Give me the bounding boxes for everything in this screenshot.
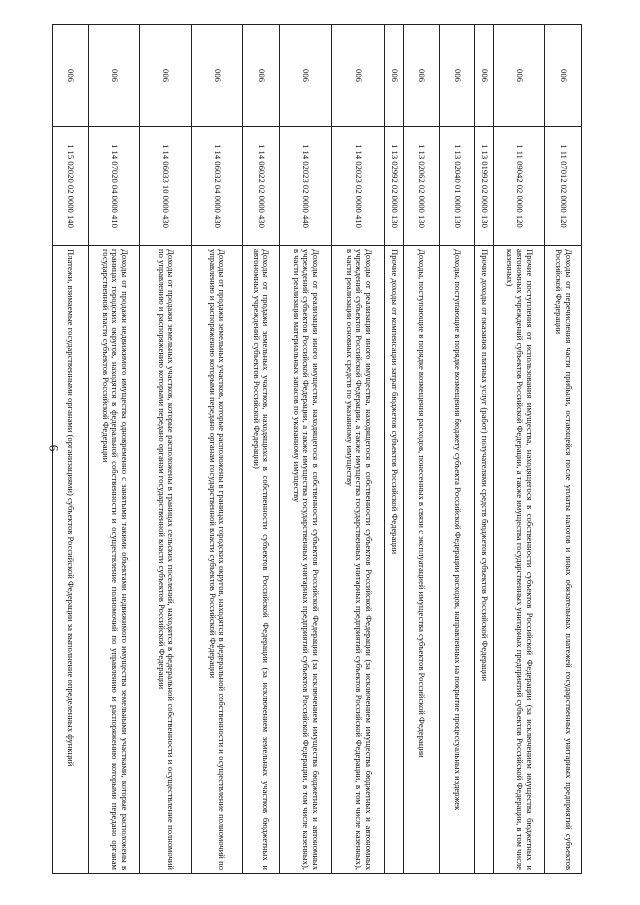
admin-code-cell: 006 <box>545 25 582 127</box>
admin-code-cell: 006 <box>52 25 89 127</box>
budget-code-cell: 1 14 02023 02 0000 410 <box>332 127 385 246</box>
admin-code-cell: 006 <box>404 25 439 127</box>
revenue-name-cell: Доходы от продажи земельных участков, которые расположены в границах городских округов, находятся в федеральной собственности и осуществление полномочий по управлению и распоряжению которыми передано органам государственной власти субъектов Российской Федерации <box>191 246 242 874</box>
revenue-name-cell: Доходы от продажи земельных участков, находящихся в собственности субъектов Российской Федерации (за исключением земельных участков бюджетных и автономных учреждений субъектов Российской Федерации) <box>242 246 279 874</box>
admin-code-cell: 006 <box>474 25 493 127</box>
table-row <box>474 25 493 874</box>
revenue-name-cell: Платежи, взимаемые государственными органами (организациями) субъектов Российской Федерации за выполнение определенных функций <box>52 246 89 874</box>
admin-code-cell: 006 <box>140 25 191 127</box>
admin-code-cell: 006 <box>494 25 545 127</box>
table-row <box>494 25 545 874</box>
admin-code-cell: 006 <box>191 25 242 127</box>
table-row <box>439 25 474 874</box>
table-row <box>385 25 404 874</box>
revenue-name-cell: Доходы от продажи земельных участков, которые расположены в границах сельских поселений, находятся в федеральной собственности и осуществление полномочий по управлению и распоряжению которыми передано органам государственной власти субъектов Российской Федерации <box>140 246 191 874</box>
table-row <box>545 25 582 874</box>
budget-code-cell: 1 13 02992 02 0000 130 <box>385 127 404 246</box>
revenue-name-cell: Прочие поступления от использования имущества, находящегося в собственности субъектов Российской Федерации (за исключением имущества бюджетных и автономных учреждений субъектов Российской Федерации, а также имущества государственных унитарных предприятий субъектов Российской Федерации, в том числе казенных) <box>494 246 545 874</box>
budget-code-cell: 1 14 02023 02 0000 440 <box>279 127 332 246</box>
table-row <box>279 25 332 874</box>
budget-code-cell: 1 11 09042 02 0000 120 <box>494 127 545 246</box>
revenue-name-cell: Доходы от перечисления части прибыли, остающейся после уплаты налогов и иных обязательных платежей государственных унитарных предприятий субъектов Российской Федерации <box>545 246 582 874</box>
table-row <box>242 25 279 874</box>
table-row <box>332 25 385 874</box>
budget-code-cell: 1 13 02040 01 0000 130 <box>439 127 474 246</box>
table-row <box>140 25 191 874</box>
revenue-name-cell: Доходы, поступающие в порядке возмещения бюджету субъекта Российской Федерации расходов, направленных на покрытие процессуальных издержек <box>439 246 474 874</box>
rotated-page <box>66 24 582 874</box>
revenue-name-cell: Прочие доходы от компенсации затрат бюджетов субъектов Российской Федерации <box>385 246 404 874</box>
admin-code-cell: 006 <box>332 25 385 127</box>
budget-code-cell: 1 14 06032 04 0000 430 <box>191 127 242 246</box>
revenue-name-cell: Доходы от реализации иного имущества, находящегося в собственности субъектов Российской Федерации (за исключением имущества бюджетных и автономных учреждений субъектов Российской Федерации, а также имущества государственных унитарных предприятий субъектов Российской Федерации, в том числе казенных), в части реализации основных средств по указанному имуществу <box>332 246 385 874</box>
admin-code-cell: 006 <box>89 25 140 127</box>
revenue-name-cell: Доходы, поступающие в порядке возмещения расходов, понесенных в связи с эксплуатацией имущества субъектов Российской Федерации <box>404 246 439 874</box>
table-row <box>89 25 140 874</box>
budget-code-cell: 1 13 01992 02 0000 130 <box>474 127 493 246</box>
budget-code-cell: 1 14 06022 02 0000 430 <box>242 127 279 246</box>
budget-code-cell: 1 11 07012 02 0000 120 <box>545 127 582 246</box>
table-row <box>404 25 439 874</box>
table-row <box>52 25 89 874</box>
admin-code-cell: 006 <box>439 25 474 127</box>
table-body <box>52 25 581 874</box>
revenue-codes-table <box>52 24 582 874</box>
table-row <box>191 25 242 874</box>
budget-code-cell: 1 15 02020 02 0000 140 <box>52 127 89 246</box>
revenue-name-cell: Доходы от реализации иного имущества, находящегося в собственности субъектов Российской Федерации (за исключением имущества бюджетных и автономных учреждений субъектов Российской Федерации, а также имущества государственных унитарных предприятий субъектов Российской Федерации, в том числе казенных), в части реализации материальных запасов по указанному имуществу <box>279 246 332 874</box>
page-number: 6 <box>46 444 62 452</box>
budget-code-cell: 1 14 07020 04 0000 410 <box>89 127 140 246</box>
admin-code-cell: 006 <box>242 25 279 127</box>
budget-code-cell: 1 13 02062 02 0000 130 <box>404 127 439 246</box>
budget-code-cell: 1 14 06033 10 0000 430 <box>140 127 191 246</box>
admin-code-cell: 006 <box>279 25 332 127</box>
revenue-name-cell: Прочие доходы от оказания платных услуг (работ) получателями средств бюджетов субъектов Российской Федерации <box>474 246 493 874</box>
revenue-name-cell: Доходы от продажи недвижимого имущества одновременно с занятыми такими объектами недвижимого имущества земельными участками, которые расположены в границах городских округов, находятся в федеральной собственности и осуществление полномочий по управлению и распоряжению которыми передано органам государственной власти субъектов Российской Федерации <box>89 246 140 874</box>
admin-code-cell: 006 <box>385 25 404 127</box>
